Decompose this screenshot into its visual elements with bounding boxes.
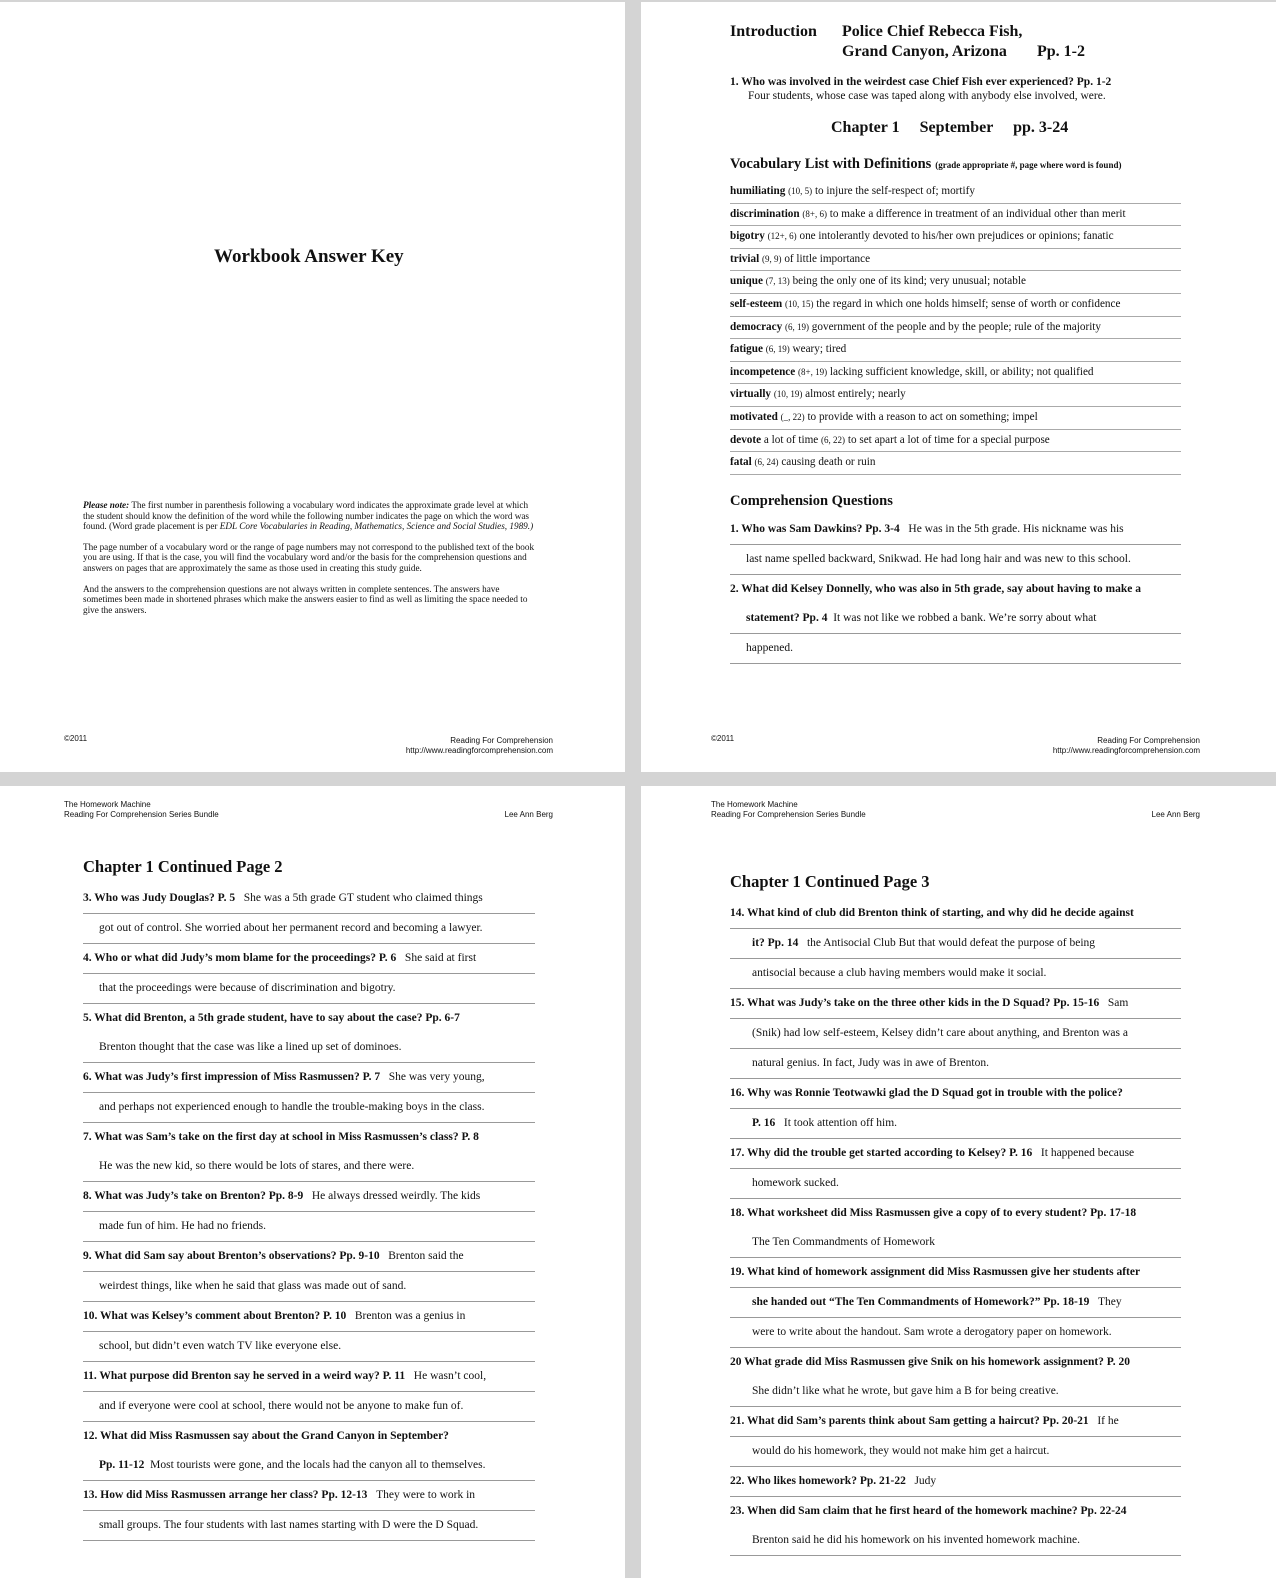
answer-text: She was a 5th grade GT student who claimed things: [243, 892, 483, 904]
answer-text-2: Brenton said he did his homework on his invented homework machine.: [752, 1534, 1081, 1546]
qa-item: [83, 884, 535, 944]
question-line: [730, 1199, 1181, 1228]
note-p1-italic: EDL Core Vocabularies in Reading, Mathematics, Science and Social Studies, 1989.): [219, 521, 534, 532]
vocab-level: (6, 19): [784, 321, 809, 332]
qa-item: [730, 989, 1181, 1079]
question-line: [83, 1123, 535, 1152]
note-p1: The first number in parenthesis following a vocabulary word indicates the approximate grade level at which the student should know the definition of the word while the following number indicates the page on which the word was found. (Word grade placement is per: [83, 500, 530, 532]
question-text: 8. What was Judy’s take on Brenton? Pp. 8-9: [83, 1190, 304, 1202]
vocab-heading: [730, 155, 1121, 173]
answer-text: If he: [1097, 1415, 1119, 1427]
qa-item: [730, 1497, 1181, 1556]
header-book-title: The Homework Machine: [711, 800, 798, 809]
vocab-level: (6, 24): [754, 457, 779, 468]
question-text: 4. Who or what did Judy’s mom blame for the proceedings? P. 6: [83, 952, 397, 964]
answer-text-2: Brenton thought that the case was like a lined up set of dominoes.: [99, 1041, 402, 1053]
qa-item: [83, 1182, 535, 1242]
comp-q1: 1. Who was Sam Dawkins? Pp. 3-4: [730, 523, 900, 535]
answer-line: [83, 1152, 535, 1182]
answer-text: She was very young,: [388, 1071, 485, 1083]
footer-copyright: ©2011: [64, 734, 88, 743]
answer-text-2: and if everyone were cool at school, there would not be anyone to make fun of.: [99, 1400, 464, 1412]
answer-text: Brenton said the: [388, 1250, 464, 1262]
question-text-2: P. 16: [752, 1117, 776, 1129]
vocab-heading-note: (grade appropriate #, page where word is found): [935, 160, 1122, 170]
question-line-2: [730, 1288, 1181, 1318]
answer-text-2: (Snik) had low self-esteem, Kelsey didn’t care about anything, and Brenton was a: [752, 1027, 1128, 1039]
answer-text: Sam: [1107, 997, 1129, 1009]
question-line: [83, 1004, 535, 1033]
vocab-level: (10, 15): [784, 298, 814, 309]
page-title-page: [0, 2, 625, 772]
vocab-definition: of little importance: [784, 252, 871, 265]
vocab-definition: lacking sufficient knowledge, skill, or ability; not qualified: [829, 365, 1094, 378]
question-line: [83, 1422, 535, 1451]
vocab-definition: to injure the self-respect of; mortify: [814, 185, 975, 197]
answer-line: [730, 1019, 1181, 1049]
answer-line: [83, 1332, 535, 1362]
vocab-level: (9, 9): [762, 253, 782, 264]
qa-item: [83, 1481, 535, 1541]
question-line: [83, 1182, 535, 1212]
answer-text-2: would do his homework, they would not make him get a haircut.: [752, 1445, 1050, 1457]
question-line: [83, 1302, 535, 1332]
comp-q2-answer-2: happened.: [730, 634, 1181, 664]
question-line: [730, 1139, 1181, 1169]
vocab-list: [730, 181, 1181, 475]
chapter-heading: Chapter 1 Continued Page 3: [730, 872, 930, 891]
answer-line: [83, 974, 535, 1004]
qa-item: [730, 1079, 1181, 1139]
question-text: 17. Why did the trouble get started according to Kelsey? P. 16: [730, 1147, 1033, 1159]
answer-text: the Antisocial Club But that would defeat the purpose of being: [806, 937, 1096, 949]
intro-pages: Pp. 1-2: [1037, 43, 1085, 60]
answer-line: [730, 1169, 1181, 1199]
vocab-level: (_, 22): [780, 411, 805, 422]
question-text: 15. What was Judy’s take on the three other kids in the D Squad? Pp. 15-16: [730, 997, 1100, 1009]
vocab-definition: being the only one of its kind; very unusual; notable: [792, 275, 1026, 288]
vocab-row: [730, 204, 1181, 227]
answer-line: [83, 1511, 535, 1541]
comp-q1-answer-2: last name spelled backward, Snikwad. He had long hair and was new to this school.: [730, 545, 1181, 575]
qa-item: [83, 1123, 535, 1182]
question-line: [730, 1079, 1181, 1109]
vocab-word: fatigue: [730, 343, 763, 356]
vocab-row: [730, 249, 1181, 272]
answer-text: They were to work in: [376, 1489, 476, 1501]
answer-line: [83, 1212, 535, 1242]
vocab-definition: to provide with a reason to act on something; impel: [807, 410, 1038, 423]
vocab-level: (8+, 6): [802, 208, 827, 219]
vocab-word-rest: a lot of time: [761, 433, 819, 446]
answer-text-2: weirdest things, like when he said that glass was made out of sand.: [99, 1280, 407, 1292]
question-line-2: [730, 1109, 1181, 1139]
vocab-row: [730, 271, 1181, 294]
vocab-word: incompetence: [730, 365, 796, 378]
intro-question: 1. Who was involved in the weirdest case Chief Fish ever experienced? Pp. 1-2: [730, 76, 1112, 88]
answer-line: [83, 1272, 535, 1302]
answer-page-ref: Pp. 11-12: [99, 1459, 145, 1471]
vocab-row: [730, 362, 1181, 385]
answer-text-2: homework sucked.: [752, 1177, 839, 1189]
question-text: 21. What did Sam’s parents think about Sam getting a haircut? Pp. 20-21: [730, 1415, 1089, 1427]
comp-q1-answer-1: He was in the 5th grade. His nickname was his: [908, 523, 1124, 535]
qa-item: [730, 1348, 1181, 1407]
vocab-definition: to set apart a lot of time for a special purpose: [847, 433, 1050, 446]
vocab-level: (6, 22): [821, 434, 846, 445]
qa-item: [730, 1199, 1181, 1258]
answer-text: It took attention off him.: [783, 1117, 898, 1129]
question-text: 20 What grade did Miss Rasmussen give Snik on his homework assignment? P. 20: [730, 1356, 1131, 1368]
comp-q2-part2: statement? Pp. 4: [746, 612, 828, 624]
intro-line1: Police Chief Rebecca Fish,: [842, 23, 1023, 40]
comp-q2: 2. What did Kelsey Donnelly, who was also in 5th grade, say about having to make a: [730, 583, 1141, 595]
vocab-word: self-esteem: [730, 297, 783, 310]
header-series: Reading For Comprehension Series Bundle: [64, 810, 219, 819]
vocab-definition: almost entirely; nearly: [805, 388, 906, 401]
answer-text-2: got out of control. She worried about her permanent record and becoming a lawyer.: [99, 922, 483, 934]
vocab-word: discrimination: [730, 207, 800, 220]
intro-answer: Four students, whose case was taped along with anybody else involved, were.: [748, 90, 1106, 102]
qa-item: [730, 1467, 1181, 1497]
vocab-level: (6, 19): [765, 344, 790, 355]
running-header: [64, 800, 219, 820]
footer-site-url[interactable]: http://www.readingforcomprehension.com: [405, 746, 553, 755]
answer-line: [83, 1392, 535, 1422]
answer-text-2: and perhaps not experienced enough to handle the trouble-making boys in the class.: [99, 1101, 485, 1113]
chapter-heading: Chapter 1 September pp. 3-24: [831, 119, 1069, 136]
question-text: 9. What did Sam say about Brenton’s observations? Pp. 9-10: [83, 1250, 380, 1262]
vocab-word: motivated: [730, 410, 778, 423]
qa-item: [730, 1258, 1181, 1348]
answer-text: They: [1098, 1296, 1122, 1308]
question-text: 5. What did Brenton, a 5th grade student, have to say about the case? Pp. 6-7: [83, 1012, 460, 1024]
question-text: 6. What was Judy’s first impression of Miss Rasmussen? P. 7: [83, 1071, 381, 1083]
answer-line: [730, 1526, 1181, 1556]
answer-line: [83, 914, 535, 944]
answer-line: [83, 1451, 535, 1481]
question-line: [83, 1063, 535, 1093]
header-author: Lee Ann Berg: [1151, 810, 1200, 819]
footer-copyright: ©2011: [711, 734, 735, 743]
question-text-2: it? Pp. 14: [752, 937, 799, 949]
comp-q2-line: [730, 604, 1181, 634]
note-block: [83, 500, 535, 625]
question-text: 16. Why was Ronnie Teotwawki glad the D Squad got in trouble with the police?: [730, 1087, 1123, 1099]
answer-line: [83, 1033, 535, 1063]
page-chapter1-continued-2: [0, 786, 625, 1578]
page-intro-chapter1: [641, 2, 1276, 772]
answer-text-2: He was the new kid, so there would be lots of stares, and there were.: [99, 1160, 415, 1172]
question-line: [83, 884, 535, 914]
qa-item: [83, 1004, 535, 1063]
vocab-definition: to make a difference in treatment of an individual other than merit: [829, 207, 1126, 220]
answer-line: [730, 1437, 1181, 1467]
comp-q2-answer-1: It was not like we robbed a bank. We’re sorry about what: [833, 612, 1097, 624]
comp-questions: [730, 515, 1181, 664]
question-text: 7. What was Sam’s take on the first day at school in Miss Rasmussen’s class? P. 8: [83, 1131, 479, 1143]
vocab-level: (10, 5): [788, 186, 813, 196]
header-book-title: The Homework Machine: [64, 800, 151, 809]
intro-line2: Grand Canyon, Arizona: [842, 43, 1007, 60]
footer-site-name: Reading For Comprehension: [450, 736, 553, 745]
question-text: 23. When did Sam claim that he first heard of the homework machine? Pp. 22-24: [730, 1505, 1127, 1517]
vocab-definition: one intolerantly devoted to his/her own prejudices or opinions; fanatic: [799, 230, 1114, 243]
vocab-level: (12+, 6): [767, 231, 797, 242]
answer-text-2: small groups. The four students with last names starting with D were the D Squad.: [99, 1519, 479, 1531]
vocab-word: fatal: [730, 456, 752, 469]
vocab-row: [730, 226, 1181, 249]
question-text: 3. Who was Judy Douglas? P. 5: [83, 892, 236, 904]
question-text: 10. What was Kelsey’s comment about Brenton? P. 10: [83, 1310, 347, 1322]
qa-item: [730, 1407, 1181, 1467]
answer-line: [83, 1093, 535, 1123]
question-text: 19. What kind of homework assignment did Miss Rasmussen give her students after: [730, 1266, 1141, 1278]
question-line: [730, 989, 1181, 1019]
vocab-definition: the regard in which one holds himself; sense of worth or confidence: [816, 297, 1121, 310]
vocab-word: humiliating: [730, 185, 786, 197]
question-line: [83, 944, 535, 974]
answer-text-2: school, but didn’t even watch TV like everyone else.: [99, 1340, 342, 1352]
header-author: Lee Ann Berg: [504, 810, 553, 819]
qa-item: [83, 1302, 535, 1362]
header-series: Reading For Comprehension Series Bundle: [711, 810, 866, 819]
question-list: [730, 899, 1181, 1556]
vocab-level: (8+, 19): [798, 366, 828, 377]
chapter-heading: Chapter 1 Continued Page 2: [83, 857, 283, 876]
vocab-row: [730, 430, 1181, 453]
vocab-word: unique: [730, 275, 763, 288]
qa-item: [83, 1362, 535, 1422]
answer-text-2: that the proceedings were because of discrimination and bigotry.: [99, 982, 396, 994]
answer-line: [730, 1228, 1181, 1258]
qa-item: [83, 1422, 535, 1481]
vocab-definition: causing death or ruin: [781, 456, 876, 469]
qa-item: [730, 899, 1181, 989]
answer-text-2: She didn’t like what he wrote, but gave him a B for being creative.: [752, 1385, 1059, 1397]
answer-text: She said at first: [404, 952, 477, 964]
question-list: [83, 884, 535, 1541]
vocab-row: [730, 294, 1181, 317]
footer-site-url[interactable]: http://www.readingforcomprehension.com: [1052, 746, 1200, 755]
vocab-definition: weary; tired: [792, 343, 847, 356]
answer-line: [730, 1377, 1181, 1407]
intro-label: Introduction: [730, 23, 817, 40]
vocab-word: democracy: [730, 320, 783, 333]
question-text: 14. What kind of club did Brenton think of starting, and why did he decide against: [730, 907, 1134, 919]
footer-site: [406, 736, 553, 756]
qa-item: [83, 944, 535, 1004]
question-text: 13. How did Miss Rasmussen arrange her class? Pp. 12-13: [83, 1489, 368, 1501]
question-text-2: she handed out “The Ten Commandments of Homework?” Pp. 18-19: [752, 1296, 1090, 1308]
vocab-word: trivial: [730, 252, 760, 265]
question-line: [83, 1481, 535, 1511]
question-line: [83, 1362, 535, 1392]
vocab-row: [730, 407, 1181, 430]
comp-heading: Comprehension Questions: [730, 493, 893, 509]
question-text: 22. Who likes homework? Pp. 21-22: [730, 1475, 906, 1487]
answer-text-2: Most tourists were gone, and the locals had the canyon all to themselves.: [150, 1459, 486, 1471]
note-label: Please note:: [83, 500, 130, 510]
vocab-row: [730, 317, 1181, 340]
vocab-word: virtually: [730, 388, 772, 401]
workbook-title: Workbook Answer Key: [214, 246, 404, 267]
answer-text: He wasn’t cool,: [413, 1370, 487, 1382]
answer-text: Brenton was a genius in: [354, 1310, 466, 1322]
answer-text-2: The Ten Commandments of Homework: [752, 1236, 935, 1248]
page-chapter1-continued-3: [641, 786, 1276, 1578]
vocab-heading-title: Vocabulary List with Definitions: [730, 156, 932, 172]
question-line: [730, 1407, 1181, 1437]
qa-item: [730, 1139, 1181, 1199]
question-line: [730, 899, 1181, 929]
qa-item: [83, 1242, 535, 1302]
qa-item: [83, 1063, 535, 1123]
answer-text: He always dressed weirdly. The kids: [311, 1190, 481, 1202]
question-text: 12. What did Miss Rasmussen say about the Grand Canyon in September?: [83, 1430, 449, 1442]
answer-line: [730, 959, 1181, 989]
question-text: 18. What worksheet did Miss Rasmussen give a copy of to every student? Pp. 17-18: [730, 1207, 1137, 1219]
answer-text-2: were to write about the handout. Sam wrote a derogatory paper on homework.: [752, 1326, 1112, 1338]
vocab-row: [730, 384, 1181, 407]
question-text: 11. What purpose did Brenton say he served in a weird way? P. 11: [83, 1370, 406, 1382]
question-line: [730, 1497, 1181, 1526]
vocab-level: (10, 19): [773, 389, 803, 400]
question-line: [83, 1242, 535, 1272]
answer-text: It happened because: [1040, 1147, 1135, 1159]
vocab-level: (7, 13): [765, 276, 790, 287]
question-line: [730, 1258, 1181, 1288]
answer-line-3: natural genius. In fact, Judy was in awe of Brenton.: [730, 1049, 1181, 1079]
vocab-definition: government of the people and by the people; rule of the majority: [811, 320, 1102, 333]
vocab-row: [730, 452, 1181, 475]
vocab-row: [730, 339, 1181, 362]
answer-text-2: antisocial because a club having members would make it social.: [752, 967, 1047, 979]
comp-q1-line: [730, 515, 1181, 545]
question-line: [730, 1348, 1181, 1377]
note-p2: The page number of a vocabulary word or the range of page numbers may not correspond to the published text of the book you are using. If that is the case, you will find the vocabulary word and/or the basis for the comprehension questions and answers on pages that are approximately the same as those used in creating this study guide.: [83, 541, 535, 573]
answer-text: Judy: [914, 1475, 937, 1487]
vocab-word: bigotry: [730, 230, 765, 243]
footer-site-name: Reading For Comprehension: [1097, 736, 1200, 745]
vocab-word: devote: [730, 433, 762, 446]
answer-text-2: made fun of him. He had no friends.: [99, 1220, 267, 1232]
note-p3: And the answers to the comprehension questions are not always written in complete sentences. The answers have sometimes been made in shortened phrases which make the answers easier to find as well as limiting the space needed to give the answers.: [83, 583, 528, 615]
question-line-2: [730, 929, 1181, 959]
running-header: [711, 800, 866, 820]
answer-line: [730, 1318, 1181, 1348]
vocab-row: [730, 181, 1181, 204]
question-line: [730, 1467, 1181, 1497]
footer-site: [1053, 736, 1200, 756]
